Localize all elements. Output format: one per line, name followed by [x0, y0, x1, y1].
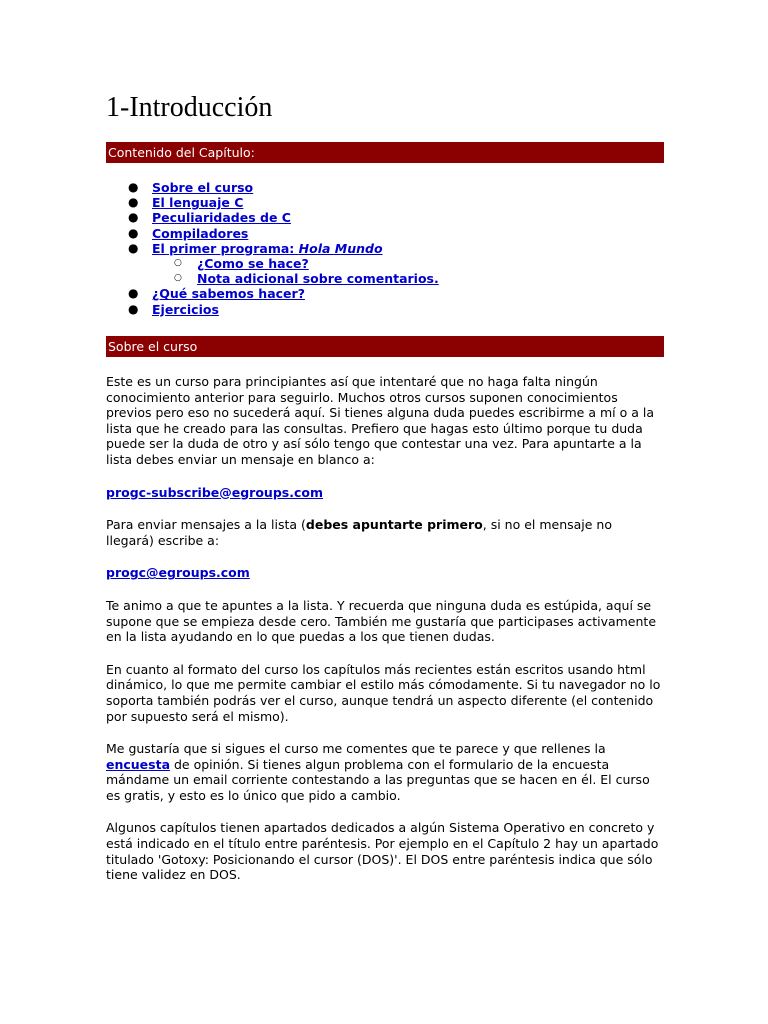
- toc-item: [106, 241, 646, 256]
- toc-item: [106, 210, 646, 225]
- paragraph-text: Me gustaría que si sigues el curso me comentes que te parece y que rellenes la: [106, 741, 606, 757]
- bullet-icon: ●: [128, 210, 139, 225]
- survey-link[interactable]: encuesta: [106, 756, 171, 772]
- toc-item: [106, 195, 646, 210]
- toc-subitem: [106, 256, 646, 271]
- paragraph: [106, 517, 662, 548]
- subscribe-email-link[interactable]: progc-subscribe@egroups.com: [106, 484, 323, 500]
- toc-link-el-lenguaje-c[interactable]: El lenguaje C: [152, 195, 244, 211]
- emphasis-text: debes apuntarte primero: [305, 517, 483, 533]
- bullet-icon: ●: [128, 286, 139, 301]
- paragraph: En cuanto al formato del curso los capítulos más recientes están escritos usando html dinámico, lo que me permite cambiar el estilo más cómodamente. Si tu navegador no lo soporta también podrás ver el curso, aunque tendrá un aspecto diferente (el contenido por supuesto será el mismo).: [106, 661, 661, 724]
- circle-bullet-icon: ○: [174, 258, 182, 269]
- toc-link-que-sabemos-hacer[interactable]: ¿Qué sabemos hacer?: [152, 286, 305, 302]
- toc-link-peculiaridades[interactable]: Peculiaridades de C: [152, 210, 291, 226]
- paragraph: Algunos capítulos tienen apartados dedicados a algún Sistema Operativo en concreto y está indicado en el título entre paréntesis. Por ejemplo en el Capítulo 2 hay un apartado titulado 'Gotoxy: Posicionando el cursor (DOS)'. El DOS entre paréntesis indica que sólo tiene validez en DOS.: [106, 820, 659, 883]
- bullet-icon: ●: [128, 240, 139, 255]
- toc-link-primer-programa-label: El primer programa:: [152, 240, 299, 256]
- toc-item: [106, 226, 646, 241]
- paragraph: Te animo a que te apuntes a la lista. Y recuerda que ninguna duda es estúpida, aquí se supone que se empieza desde cero. También me gustaría que participases activamente en la lista ayudando en lo que puedas a los que tienen dudas.: [106, 597, 657, 645]
- toc-item: [106, 302, 646, 317]
- toc-item: [106, 286, 646, 301]
- toc-link-primer-programa-em: Hola Mundo: [298, 240, 383, 256]
- bullet-icon: ●: [128, 225, 139, 240]
- paragraph-text: , si no el mensaje no llegará) escribe a:: [106, 517, 613, 548]
- toc-item: [106, 180, 646, 195]
- toc-subitem: [106, 271, 646, 286]
- list-email-link[interactable]: progc@egroups.com: [106, 565, 250, 581]
- toc-link-ejercicios[interactable]: Ejercicios: [152, 301, 219, 317]
- toc-link-sobre-el-curso[interactable]: Sobre el curso: [152, 180, 254, 195]
- toc-header: Contenido del Capítulo:: [106, 142, 664, 163]
- email-line: [106, 485, 662, 501]
- section-header-sobre-el-curso: Sobre el curso: [106, 336, 664, 357]
- bullet-icon: ●: [128, 195, 139, 210]
- toc-link-primer-programa[interactable]: [152, 241, 383, 256]
- circle-bullet-icon: ○: [174, 273, 182, 284]
- paragraph: [106, 741, 662, 803]
- table-of-contents: [106, 180, 646, 317]
- page-title: 1-Introducción: [106, 92, 273, 123]
- section-content: [106, 374, 662, 900]
- email-line: [106, 565, 662, 581]
- toc-link-nota-comentarios[interactable]: Nota adicional sobre comentarios.: [197, 271, 439, 287]
- toc-link-compiladores[interactable]: Compiladores: [152, 225, 249, 241]
- paragraph-text: de opinión. Si tienes algun problema con el formulario de la encuesta mándame un email corriente contestando a las preguntas que se hacen en él. El curso es gratis, y esto es lo único que pido a cambio.: [106, 756, 650, 803]
- paragraph: Este es un curso para principiantes así que intentaré que no haga falta ningún conocimiento anterior para seguirlo. Muchos otros cursos suponen conocimientos previos pero eso no sucederá aquí. Si tienes alguna duda puedes escribirme a mí o a la lista que he creado para las consultas. Prefiero que hagas esto último porque tu duda puede ser la duda de otro y así sólo tengo que contestar una vez. Para apuntarte a la lista debes enviar un mensaje en blanco a:: [106, 374, 654, 467]
- toc-link-como-se-hace[interactable]: ¿Como se hace?: [197, 256, 309, 272]
- paragraph-text: Para enviar mensajes a la lista (: [106, 517, 306, 533]
- bullet-icon: ●: [128, 301, 139, 316]
- bullet-icon: ●: [128, 180, 139, 194]
